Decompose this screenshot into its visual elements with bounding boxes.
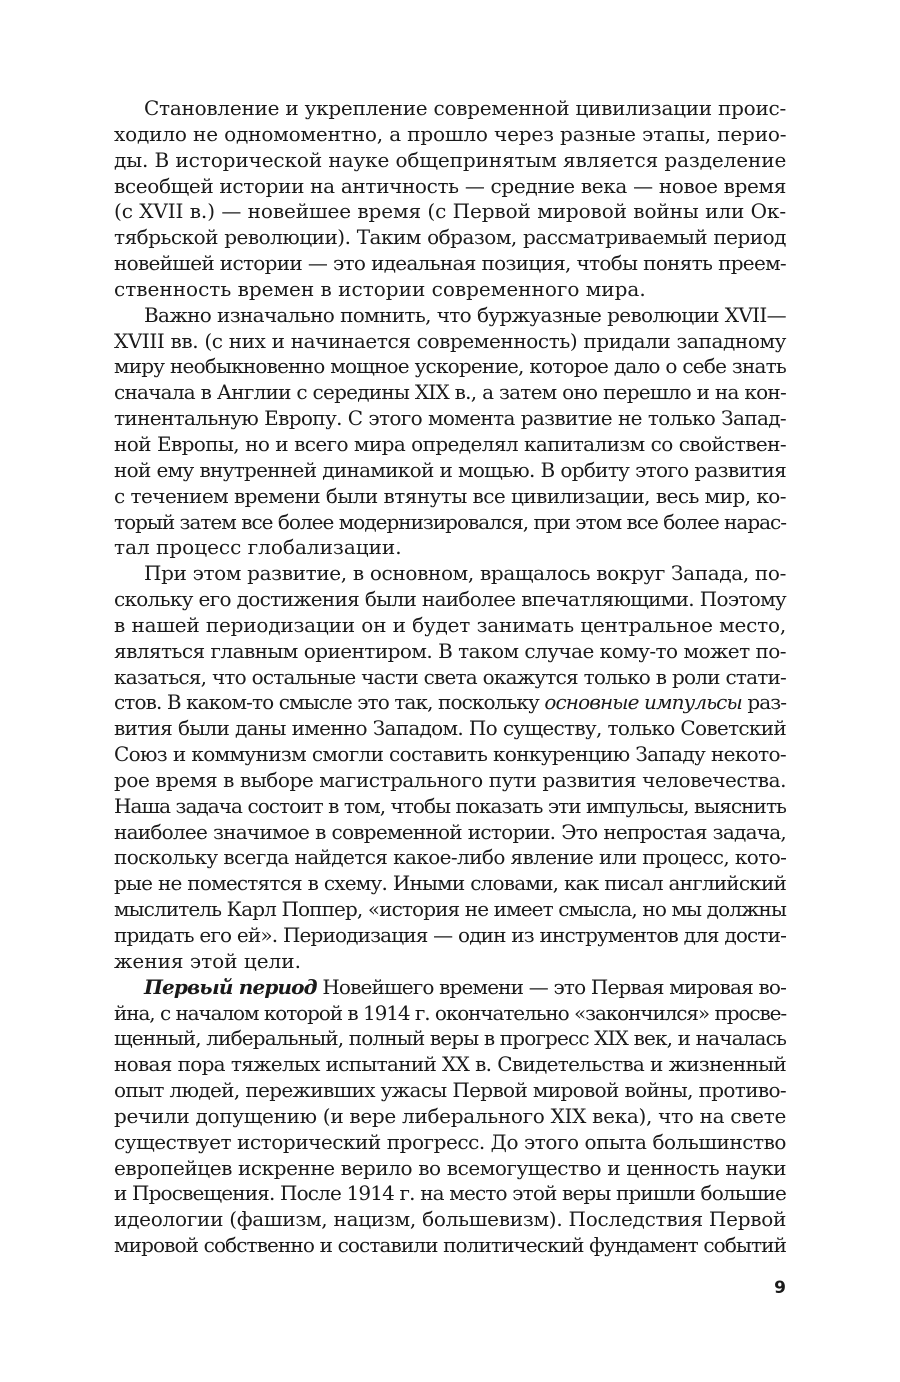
text-line: новейшей истории — это идеальная позиция, чтобы понять преем- xyxy=(114,251,786,276)
paragraph-3 xyxy=(114,561,786,975)
text-line: придать его ей». Периодизация — один из инструментов для дости- xyxy=(114,923,786,947)
text-line: рые не поместятся в схему. Иными словами, как писал английский xyxy=(114,871,786,896)
text-segment: раз- xyxy=(741,690,787,715)
text-line: с течением времени были втянуты все цивилизации, весь мир, ко- xyxy=(114,483,786,508)
text-segment: Новейшего времени — это Первая мировая во- xyxy=(316,974,786,999)
text-line: ной Европы, но и всего мира определял капитализм со свойствен- xyxy=(114,431,786,456)
text-line: тал процесс глобализации. xyxy=(114,535,402,560)
text-line: ды. В исторической науке общепринятым является разделение xyxy=(114,147,787,172)
text-line: всеобщей истории на античность — средние века — новое время xyxy=(114,173,786,198)
text-line: являться главным ориентиром. В таком случае кому-то может по- xyxy=(114,638,786,663)
text-segment: стов. В каком-то смысле это так, поскольку xyxy=(114,690,545,715)
text-line-with-emphasis xyxy=(114,690,786,716)
text-line: вития были даны именно Западом. По существу, только Советский xyxy=(114,716,786,741)
text-line: казаться, что остальные части света окажутся только в роли стати- xyxy=(114,664,786,689)
text-line: Становление и укрепление современной цивилизации проис- xyxy=(144,96,786,120)
text-line: Наша задача состоит в том, чтобы показать эти импульсы, выяснить xyxy=(114,793,786,818)
text-line: тябрьской революции). Таким образом, рассматриваемый период xyxy=(114,225,786,250)
text-line: сначала в Англии с середины XIX в., а затем оно перешло и на кон- xyxy=(114,380,786,405)
text-line: Важно изначально помнить, что буржуазные революции XVII— xyxy=(144,302,786,327)
paragraph-1 xyxy=(114,96,786,303)
text-line: торый затем все более модернизировался, при этом все более нарас- xyxy=(114,509,786,534)
text-line: миру необыкновенно мощное ускорение, которое дало о себе знать xyxy=(114,354,786,379)
text-line: жения этой цели. xyxy=(114,948,301,973)
text-line: поскольку всегда найдется какое-либо явление или процесс, кото- xyxy=(114,845,787,870)
text-line: наиболее значимое в современной истории. Это непростая задача, xyxy=(114,819,786,844)
text-line: опыт людей, переживших ужасы Первой мировой войны, противо- xyxy=(114,1078,786,1103)
text-line: щенный, либеральный, полный веры в прогресс XIX век, и началась xyxy=(114,1026,786,1051)
text-line: существует исторический прогресс. До этого опыта большинство xyxy=(114,1129,786,1154)
emphasis-text: основные импульсы xyxy=(544,690,742,715)
paragraph-4 xyxy=(114,975,786,1259)
text-line: и Просвещения. После 1914 г. на место этой веры пришли большие xyxy=(114,1181,786,1206)
text-line: в нашей периодизации он и будет занимать центральное место, xyxy=(114,612,786,637)
text-line: тинентальную Европу. С этого момента развитие не только Запад- xyxy=(114,406,786,431)
text-line: Союз и коммунизм смогли составить конкуренцию Западу некото- xyxy=(114,742,786,767)
text-line: идеологии (фашизм, нацизм, большевизм). Последствия Первой xyxy=(114,1207,787,1232)
text-line: (с XVII в.) — новейшее время (с Первой мировой войны или Ок- xyxy=(114,199,786,224)
paragraph-2 xyxy=(114,303,786,561)
text-line-with-emphasis xyxy=(114,975,786,1001)
text-line: речили допущению (и вере либерального XIX века), что на свете xyxy=(114,1103,786,1128)
text-line: XVIII вв. (с них и начинается современность) придали западному xyxy=(114,328,786,353)
text-line: скольку его достижения были наиболее впечатляющими. Поэтому xyxy=(114,587,786,612)
text-line: мыслитель Карл Поппер, «история не имеет смысла, но мы должны xyxy=(114,897,786,922)
section-lead-term: Первый период xyxy=(144,974,317,999)
text-line: ходило не одномоментно, а прошло через разные этапы, перио- xyxy=(114,121,787,146)
text-line: рое время в выборе магистрального пути развития человечества. xyxy=(114,767,786,792)
text-line: новая пора тяжелых испытаний XX в. Свидетельства и жизненный xyxy=(114,1052,786,1077)
text-line: При этом развитие, в основном, вращалось вокруг Запада, по- xyxy=(144,561,786,586)
page-number: 9 xyxy=(774,1278,786,1298)
document-body xyxy=(114,96,786,1259)
text-line: мировой собственно и составили политический фундамент событий xyxy=(114,1233,786,1258)
text-line: европейцев искренне верило во всемогущество и ценность науки xyxy=(114,1155,786,1180)
text-line: йна, с началом которой в 1914 г. окончательно «закончился» просве- xyxy=(114,1000,786,1025)
text-line: ной ему внутренней динамикой и мощью. В орбиту этого развития xyxy=(114,457,786,482)
text-line: ственность времен в истории современного мира. xyxy=(114,276,646,301)
